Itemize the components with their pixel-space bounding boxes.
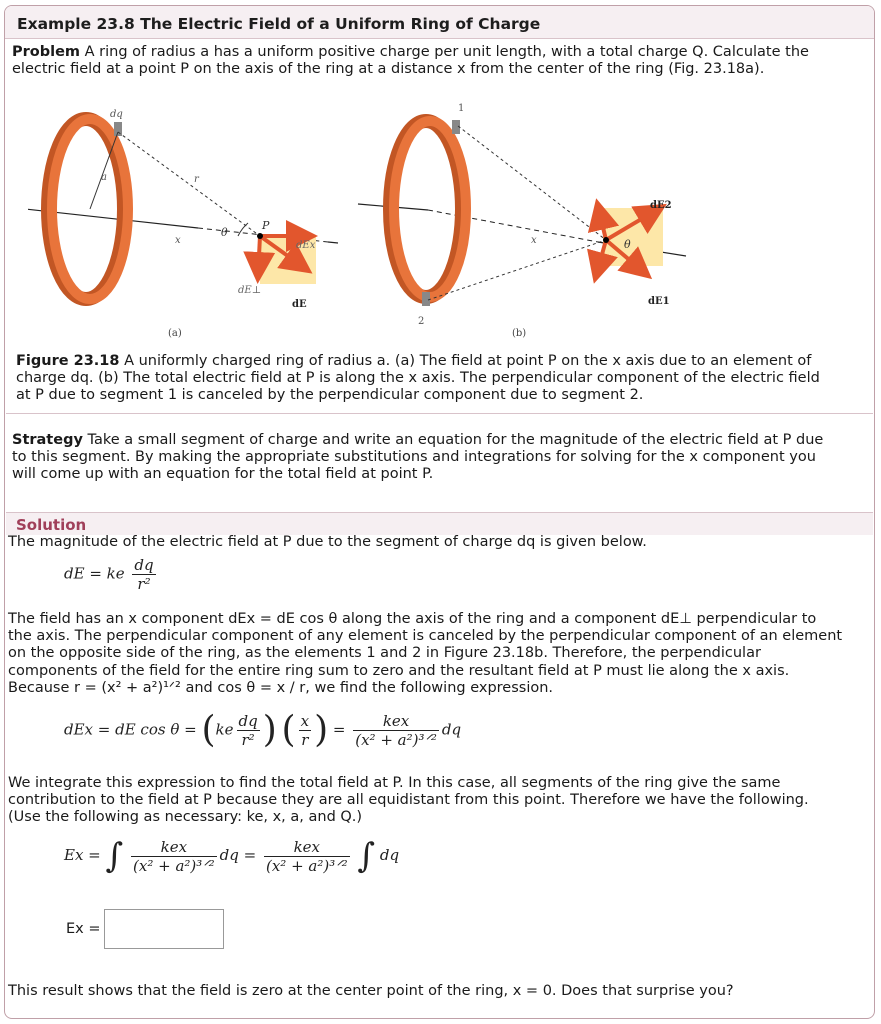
svg-text:x: x [175, 235, 181, 246]
caption-line-2: charge dq. (b) The total electric field at P is along the x axis. The perpendicular component of the electric field [16, 370, 820, 386]
strategy-line-1: Strategy Take a small segment of charge and write an equation for the magnitude of the electric field at P due [12, 432, 824, 448]
equation-1: dE = ke $\frac{dq}{\text{r²}}$ [64, 556, 154, 593]
svg-text:r: r [194, 174, 199, 185]
strategy-line-2: to this segment. By making the appropriate substitutions and integrations for solving for the x component you [12, 449, 816, 465]
figure-b [358, 103, 686, 339]
dq-segment [114, 122, 122, 136]
caption-line-1: Figure 23.18 A uniformly charged ring of radius a. (a) The field at point P on the x axis due to an element of [16, 353, 812, 369]
example-title: Example 23.8 The Electric Field of a Uniform Ring of Charge [17, 15, 541, 33]
answer-label: Ex = [66, 921, 101, 937]
svg-text:dE: dE [292, 299, 307, 310]
example-title-bar [5, 6, 874, 39]
closing-text: This result shows that the field is zero at the center point of the ring, x = 0. Does that surprise you? [8, 983, 734, 999]
dEperp-arrow [258, 236, 260, 276]
problem-label: Problem [12, 44, 81, 60]
svg-text:dE1: dE1 [648, 296, 670, 307]
svg-text:dq: dq [110, 109, 123, 120]
point-P-b [603, 237, 609, 243]
svg-text:θ: θ [221, 226, 228, 239]
equation-3: Ex = ∫ $\frac{\text{kex}}{\text{(x² + a²)³ᐟ²}}$ dq = $\frac{\text{kex}}{\text{(x² + a²)³ᐟ²}}$ ∫ dq [64, 836, 400, 876]
solution-para-3: We integrate this expression to find the total field at P. In this case, all segments of the ring give the same contribution to the field at P because they are all equidistant from this point. Therefore we have the following. (Use the following as necessary: ke, x, a, and Q.) [8, 775, 809, 826]
svg-text:dEx: dEx [296, 240, 316, 251]
svg-text:P: P [262, 219, 270, 232]
strategy-label: Strategy [12, 432, 83, 448]
problem-line-2: electric field at a point P on the axis of the ring at a distance x from the center of the ring (Fig. 23.18a). [12, 61, 765, 77]
svg-text:θ: θ [624, 238, 631, 251]
caption-line-3: at P due to segment 1 is canceled by the perpendicular component due to segment 2. [16, 387, 644, 403]
strategy-line-3: will come up with an equation for the total field at point P. [12, 466, 434, 482]
problem-line-1: Problem A ring of radius a has a uniform positive charge per unit length, with a total charge Q. Calculate the [12, 44, 809, 60]
point-P-a [257, 233, 263, 239]
solution-header [6, 512, 873, 535]
answer-input-Ex[interactable] [104, 909, 224, 949]
svg-text:a: a [101, 172, 107, 183]
svg-text:1: 1 [458, 103, 465, 114]
divider-1 [6, 413, 873, 414]
svg-text:dE⊥: dE⊥ [238, 285, 262, 296]
svg-text:2: 2 [418, 316, 425, 327]
figure-a [28, 109, 338, 339]
svg-text:(b): (b) [512, 328, 527, 339]
caption-label: Figure 23.18 [16, 353, 120, 369]
svg-text:x: x [531, 235, 537, 246]
segment-2 [422, 292, 430, 306]
svg-text:(a): (a) [168, 328, 182, 339]
solution-para-2: The field has an x component dEx = dE cos θ along the axis of the ring and a component dE⊥ perpendicular to the axis. The perpendicular component of any element is canceled by the perpendicular component of an element on the opposite side of the ring, as the elements 1 and 2 in Figure 23.18b. Therefore, the perpendicular components of the field for the entire ring sum to zero and the resultant field at P must lie along the x axis. Because r = (x² + a²)¹ᐟ² and cos θ = x / r, we find the following expression. [8, 611, 843, 696]
ring-figure [28, 96, 708, 346]
solution-intro: The magnitude of the electric field at P due to the segment of charge dq is given below. [8, 534, 647, 550]
solution-label: Solution [16, 516, 87, 534]
svg-text:dE2: dE2 [650, 200, 672, 211]
equation-2: dEx = dE cos θ = (ke $\frac{dq}{\text{r²}}$ ) ( $\frac{x}{r}$ ) = $\frac{\text{kex}}{\text{(x² + a²)³ᐟ²}}$ dq [64, 709, 462, 751]
